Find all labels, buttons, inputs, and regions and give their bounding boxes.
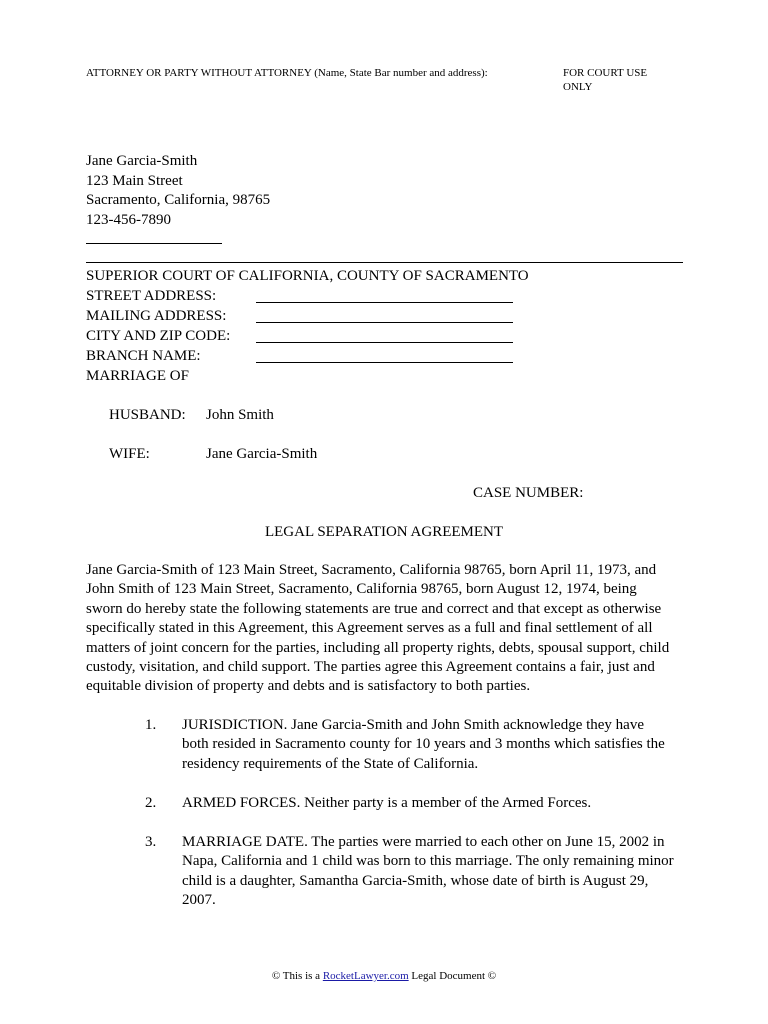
intro-line: Jane Garcia-Smith of 123 Main Street, Sacramento, California 98765, born April 11, 1973, and bbox=[86, 562, 657, 578]
document-title: LEGAL SEPARATION AGREEMENT bbox=[264, 524, 504, 540]
court-use-label-line1: FOR COURT USE bbox=[563, 67, 648, 79]
party-phone: 123-456-7890 bbox=[86, 212, 171, 228]
clause-2-number: 2. bbox=[145, 795, 157, 811]
marriage-of-label: MARRIAGE OF bbox=[86, 368, 189, 384]
section-divider bbox=[86, 262, 683, 263]
husband-label: HUSBAND: bbox=[109, 407, 186, 423]
intro-line: sworn do hereby state the following statements are true and correct and that except as otherwise bbox=[86, 600, 662, 617]
city-zip-field[interactable] bbox=[256, 342, 513, 343]
mailing-address-label: MAILING ADDRESS: bbox=[86, 308, 227, 324]
clause-line: Napa, California and 1 child was born to this marriage. The only remaining minor bbox=[182, 853, 674, 870]
intro-line: custody, visitation, and child support. The parties agree this Agreement contains a fair, just and bbox=[86, 659, 655, 676]
branch-name-field[interactable] bbox=[256, 362, 513, 363]
intro-line: John Smith of 123 Main Street, Sacramento, California 98765, born August 12, 1974, being bbox=[86, 581, 637, 598]
party-city: Sacramento, California, 98765 bbox=[86, 192, 271, 208]
party-street: 123 Main Street bbox=[86, 173, 183, 189]
intro-line: matters of joint concern for the parties, including all property rights, debts, spousal support, child bbox=[86, 639, 670, 656]
clause-1-text bbox=[182, 716, 702, 774]
clause-2-text bbox=[182, 794, 702, 813]
clause-3-text bbox=[182, 833, 702, 911]
footer-suffix: Legal Document © bbox=[408, 970, 497, 982]
court-title: SUPERIOR COURT OF CALIFORNIA, COUNTY OF SACRAMENTO bbox=[86, 268, 529, 284]
street-address-label: STREET ADDRESS: bbox=[86, 288, 217, 304]
wife-name: Jane Garcia-Smith bbox=[206, 446, 318, 462]
intro-line: equitable division of property and debts and is satisfactory to both parties. bbox=[86, 678, 531, 695]
husband-name: John Smith bbox=[206, 407, 274, 423]
clause-line: 2007. bbox=[182, 892, 216, 909]
clause-line: MARRIAGE DATE. The parties were married to each other on June 15, 2002 in bbox=[182, 834, 665, 850]
party-name: Jane Garcia-Smith bbox=[86, 153, 198, 169]
branch-name-label: BRANCH NAME: bbox=[86, 348, 201, 364]
court-use-label-line2: ONLY bbox=[563, 81, 593, 93]
clause-line: ARMED FORCES. Neither party is a member of the Armed Forces. bbox=[182, 795, 592, 811]
intro-paragraph bbox=[86, 561, 696, 697]
street-address-field[interactable] bbox=[256, 302, 513, 303]
footer bbox=[0, 969, 768, 983]
clause-3-number: 3. bbox=[145, 834, 157, 850]
case-number-label: CASE NUMBER: bbox=[473, 485, 584, 501]
clause-line: residency requirements of the State of California. bbox=[182, 755, 479, 772]
rocketlawyer-link[interactable]: RocketLawyer.com bbox=[322, 970, 409, 982]
mailing-address-field[interactable] bbox=[256, 322, 513, 323]
attorney-label: ATTORNEY OR PARTY WITHOUT ATTORNEY (Name, State Bar number and address): bbox=[86, 67, 488, 79]
wife-label: WIFE: bbox=[109, 446, 150, 462]
clause-line: both resided in Sacramento county for 10 years and 3 months which satisfies the bbox=[182, 736, 665, 753]
signature-rule bbox=[86, 243, 222, 244]
clause-line: child is a daughter, Samantha Garcia-Smith, whose date of birth is August 29, bbox=[182, 872, 649, 889]
clause-1-number: 1. bbox=[145, 717, 157, 733]
city-zip-label: CITY AND ZIP CODE: bbox=[86, 328, 231, 344]
intro-line: specifically stated in this Agreement, this Agreement serves as a full and final settlement of all bbox=[86, 620, 653, 637]
footer-prefix: © This is a bbox=[271, 970, 323, 982]
clause-line: JURISDICTION. Jane Garcia-Smith and John Smith acknowledge they have bbox=[182, 717, 644, 733]
